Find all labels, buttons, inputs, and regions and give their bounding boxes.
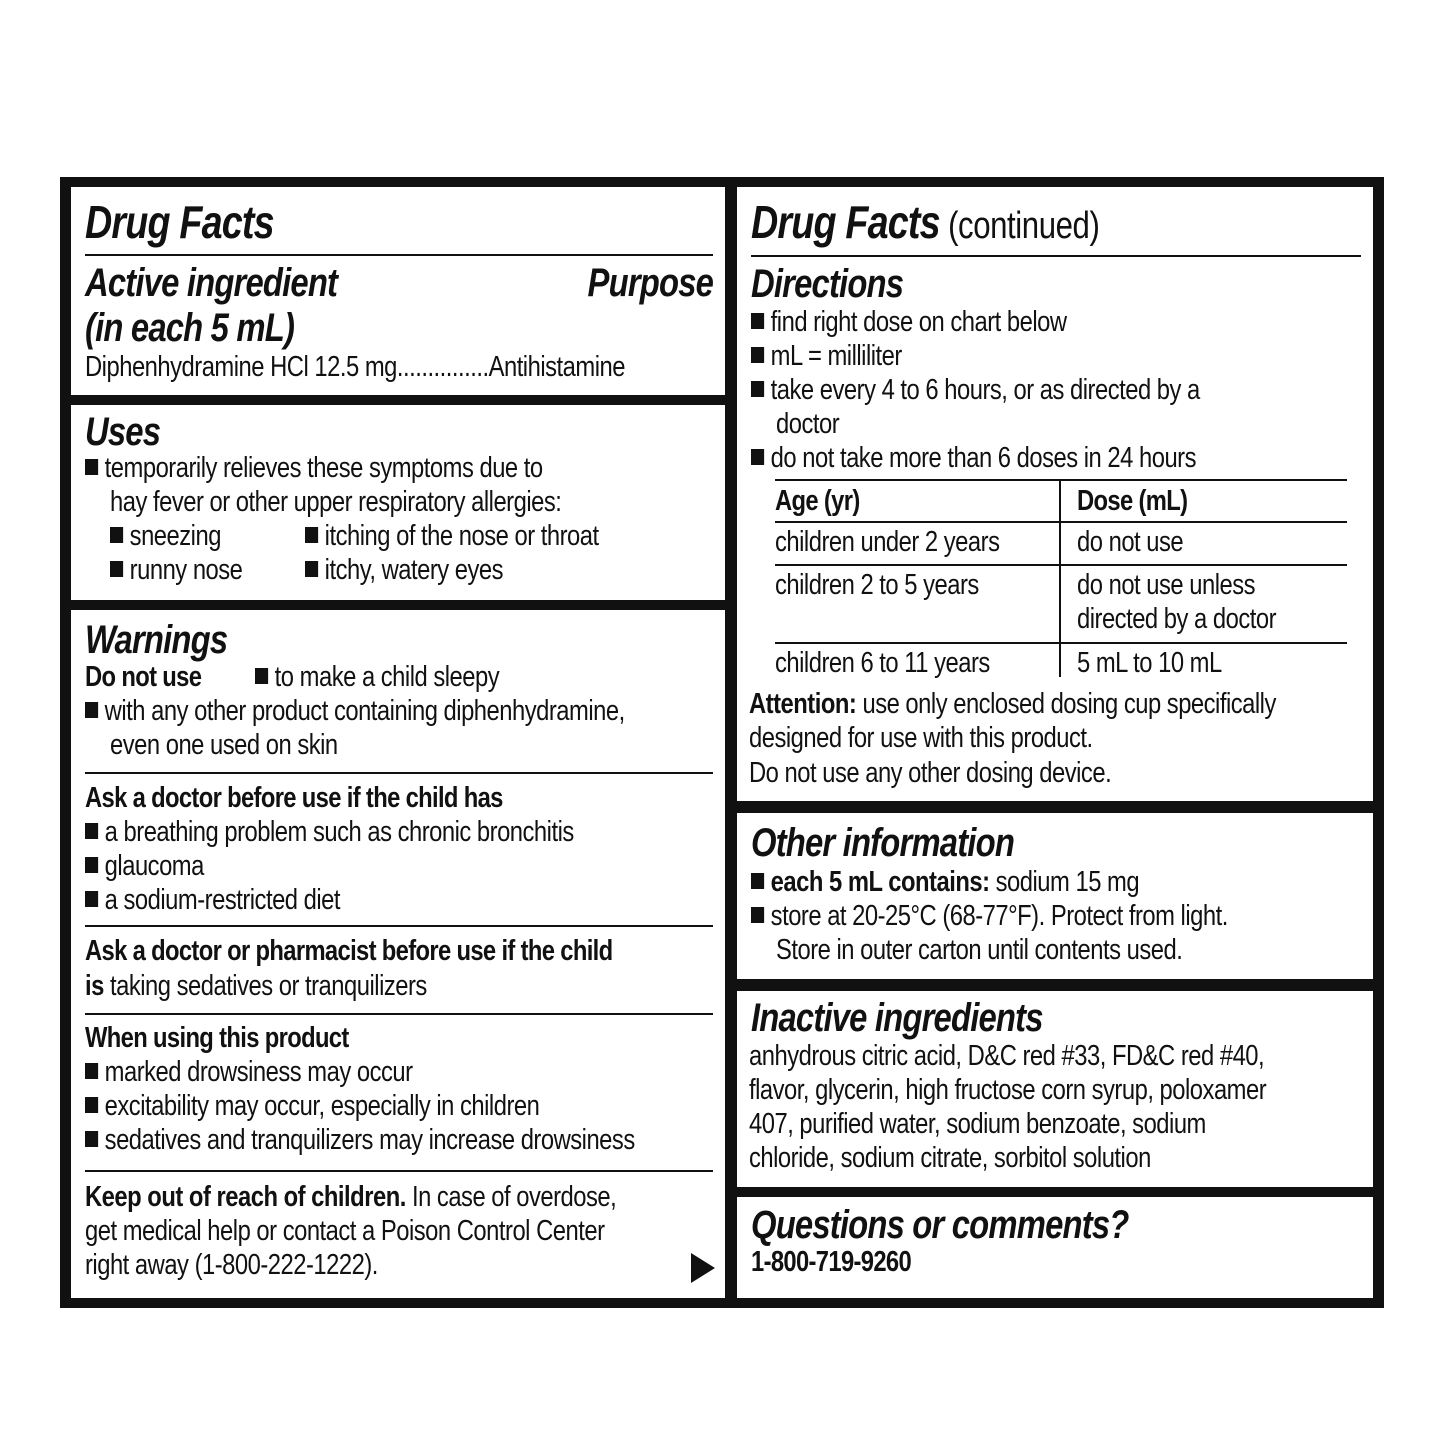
attention-text: designed for use with this product. [749,722,1093,754]
other-information-heading: Other information [751,821,1015,865]
table-column-divider [1059,479,1061,677]
symptom-item: itching of the nose or throat [324,520,599,552]
continued-title: Drug Facts [751,196,940,248]
questions-phone[interactable]: 1-800-719-9260 [751,1246,912,1278]
divider [85,925,713,927]
uses-intro: temporarily relieves these symptoms due to [104,452,543,484]
keep-out-heading: Keep out of reach of children. [85,1181,406,1213]
inactive-ingredients-text: chloride, sodium citrate, sorbitol solution [749,1142,1151,1174]
uses-intro-cont: hay fever or other upper respiratory allergies: [110,486,562,518]
directions-heading: Directions [751,262,904,306]
table-cell-age: children 2 to 5 years [775,569,979,601]
inactive-ingredients-heading: Inactive ingredients [751,996,1043,1040]
ask-doctor-item: glaucoma [104,850,204,882]
active-ingredient-line [85,350,625,384]
bullet-square-icon [85,459,98,475]
warnings-panel [71,610,725,1298]
when-using-item: marked drowsiness may occur [104,1056,413,1088]
active-ingredient-panel [71,187,725,395]
sodium-label: each 5 mL contains: [770,866,990,898]
divider [751,255,1361,257]
warnings-heading: Warnings [85,618,228,662]
ingredient-name: Diphenhydramine HCl 12.5 mg [85,351,397,383]
bullet-square-icon [85,891,98,907]
divider [85,1013,713,1015]
ask-doctor-heading: Ask a doctor before use if the child has [85,782,503,814]
direction-item: take every 4 to 6 hours, or as directed by a [770,374,1200,406]
storage-text-cont: Store in outer carton until contents used. [776,934,1183,966]
sodium-value: sodium 15 mg [989,866,1140,898]
bullet-square-icon [305,561,318,577]
direction-item-cont: doctor [776,408,840,440]
do-not-use-item: to make a child sleepy [274,661,500,693]
table-row [775,525,1049,559]
active-ingredient-subheading: (in each 5 mL) [85,306,295,350]
direction-item: do not take more than 6 doses in 24 hours [770,442,1197,474]
ask-pharmacist-text: taking sedatives or tranquilizers [103,970,427,1002]
table-cell-dose: 5 mL to 10 mL [1077,647,1222,679]
attention-text: Do not use any other dosing device. [749,757,1112,789]
divider [85,772,713,774]
direction-item: find right dose on chart below [770,306,1067,338]
bullet-square-icon [110,527,123,543]
ask-doctor-item: a breathing problem such as chronic bronchitis [104,816,574,848]
bullet-square-icon [85,857,98,873]
do-not-use-item: with any other product containing diphenhydramine, [104,695,625,727]
bullet-square-icon [751,381,764,397]
symptom-item: sneezing [129,520,221,552]
bullet-square-icon [85,1063,98,1079]
bullet-square-icon [751,907,764,923]
table-cell-age: children under 2 years [775,526,1000,558]
directions-panel [737,187,1373,801]
table-cell-dose: do not use unless [1077,569,1256,601]
table-header-dose: Dose (mL) [1077,485,1188,517]
when-using-item: sedatives and tranquilizers may increase drowsiness [104,1124,635,1156]
leader-dots: ............... [396,351,489,383]
table-row [775,646,1037,680]
when-using-heading: When using this product [85,1022,349,1054]
bullet-square-icon [255,668,268,684]
ask-pharmacist-heading: Ask a doctor or pharmacist before use if the child [85,935,613,967]
active-ingredient-heading: Active ingredient [85,261,338,305]
bullet-square-icon [305,527,318,543]
symptom-item: runny nose [129,554,243,586]
keep-out-text: right away (1-800-222-1222). [85,1249,378,1281]
table-header-age: Age (yr) [775,485,860,517]
bullet-square-icon [85,1131,98,1147]
purpose-heading: Purpose [587,261,713,305]
bullet-square-icon [751,449,764,465]
bullet-square-icon [85,1097,98,1113]
bullet-square-icon [751,313,764,329]
direction-item: mL = milliliter [770,340,902,372]
inactive-ingredients-text: flavor, glycerin, high fructose corn syrup, poloxamer [749,1074,1267,1106]
table-cell-dose-cont: directed by a doctor [1077,603,1277,635]
other-information-panel [737,813,1373,979]
bullet-square-icon [110,561,123,577]
table-rule [775,642,1347,644]
keep-out-text: In case of overdose, [405,1181,617,1213]
keep-out-text: get medical help or contact a Poison Control Center [85,1215,605,1247]
divider [85,254,713,256]
bullet-square-icon [85,702,98,718]
continued-label: (continued) [939,205,1100,247]
when-using-item: excitability may occur, especially in children [104,1090,540,1122]
inactive-ingredients-panel [737,991,1373,1187]
ask-doctor-item: a sodium-restricted diet [104,884,341,916]
do-not-use-label: Do not use [85,661,202,693]
drug-facts-title: Drug Facts [85,196,274,248]
inactive-ingredients-text: 407, purified water, sodium benzoate, sodium [749,1108,1206,1140]
bullet-square-icon [751,347,764,363]
do-not-use-item-cont: even one used on skin [110,729,338,761]
questions-panel [737,1197,1373,1298]
uses-panel [71,405,725,600]
storage-text: store at 20-25°C (68-77°F). Protect from light. [770,900,1228,932]
table-row [775,568,1024,602]
inactive-ingredients-text: anhydrous citric acid, D&C red #33, FD&C red #40, [749,1040,1265,1072]
table-cell-age: children 6 to 11 years [775,647,990,679]
table-rule [775,521,1347,523]
bullet-square-icon [751,873,764,889]
ask-pharmacist-heading-cont: is [85,970,104,1002]
bullet-square-icon [85,823,98,839]
questions-heading: Questions or comments? [751,1203,1129,1247]
uses-heading: Uses [85,410,161,454]
symptom-item: itchy, watery eyes [324,554,504,586]
ingredient-purpose: Antihistamine [488,351,625,383]
divider [85,1170,713,1172]
attention-text: use only enclosed dosing cup specifically [856,688,1276,720]
table-rule [775,479,1347,481]
table-rule [775,564,1347,566]
continue-arrow-icon [691,1253,715,1283]
attention-label: Attention: [749,688,857,720]
table-cell-dose: do not use [1077,526,1184,558]
